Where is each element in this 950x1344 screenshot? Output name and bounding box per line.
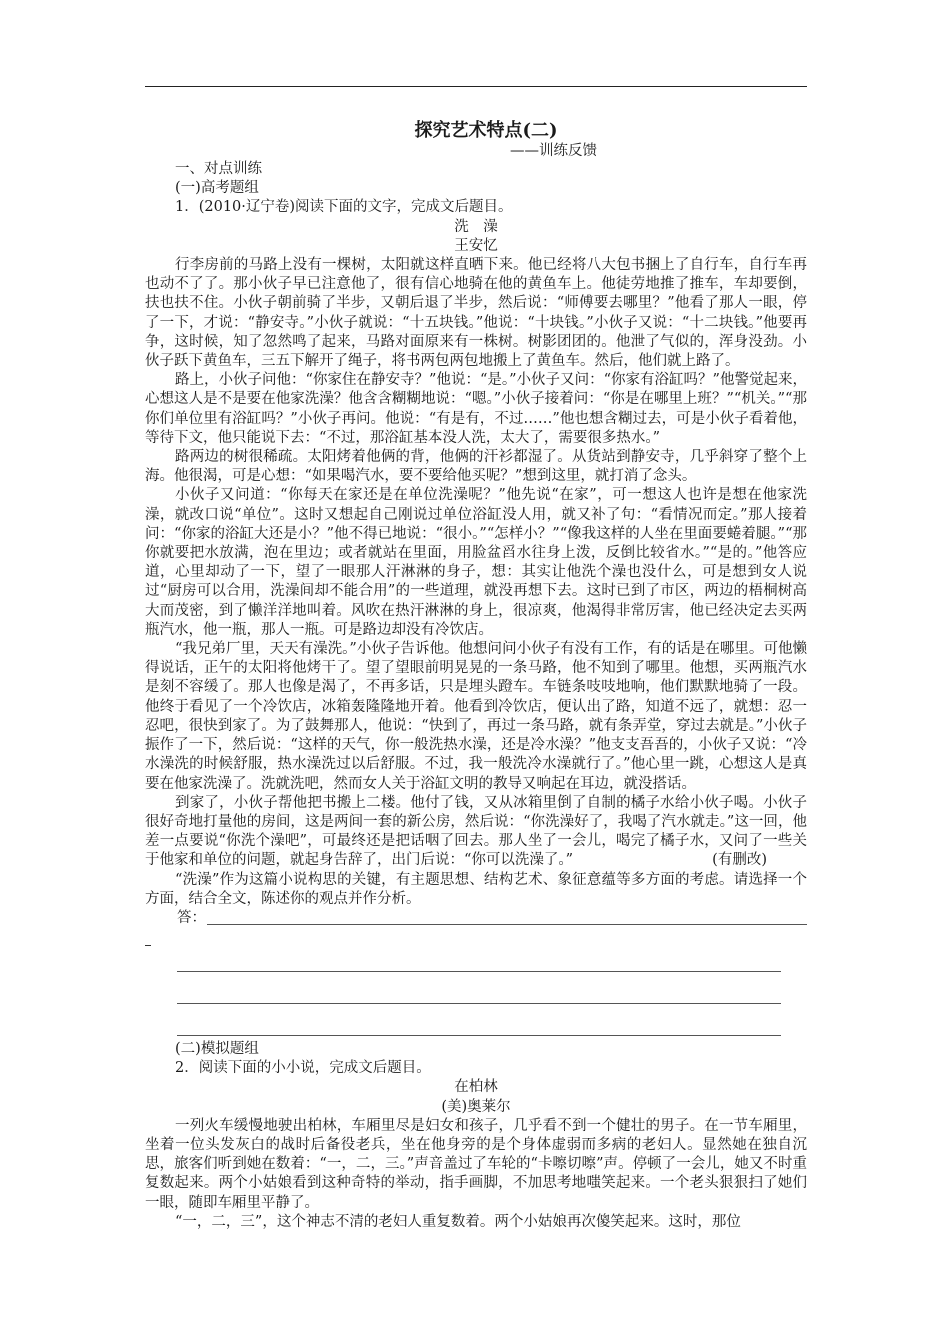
- answer-area[interactable]: [145, 909, 807, 929]
- question-1-prompt: 1．(2010·辽宁卷)阅读下面的文字，完成文后题目。: [175, 199, 513, 216]
- story-author-berlin: (美)奥莱尔: [441, 1098, 511, 1115]
- group-heading-moni: (二)模拟题组: [175, 1040, 259, 1057]
- section-heading: 一、对点训练: [175, 161, 262, 177]
- document-page: [145, 120, 807, 1232]
- story-paragraph: 一列火车缓慢地驶出柏林，车厢里尽是妇女和孩子，几乎看不到一个健壮的男子。在一节车厢里，坐着一位头发灰白的战时后备役老兵，坐在他身旁的是个身体虚弱而多病的老妇人。显然她在独自沉思，旅客们听到她在数着：“一，二，三。”声音盖过了车轮的“卡嚓切嚓”声。停顿了一会儿，她又不时重复数起来。两个小姑娘看到这种奇特的举动，指手画脚，不加思考地嗤笑起来。一个老头狠狠扫了她们一眼，随即车厢里平静了。: [145, 1117, 807, 1211]
- story-paragraph: “我兄弟厂里，天天有澡洗。”小伙子告诉他。他想问问小伙子有没有工作，有的话是在哪里。可他懒得说话，正午的太阳将他烤干了。望了望眼前明晃晃的一条马路，他不知到了哪里。他想，买两瓶汽水是刻不容缓了。那人也像是渴了，不再多话，只是埋头蹬车。车链条吱吱地响，他们默默地骑了一段。他终于看见了一个冷饮店，冰箱轰隆隆地开着。他看到冷饮店，便认出了路，知道不远了，就想：忍一忍吧，很快到家了。为了鼓舞那人，他说：“快到了，再过一条马路，就有条弄堂，穿过去就是。”小伙子振作了一下，然后说：“这样的天气，你一般洗热水澡，还是冷水澡？”他支支吾吾的，小伙子又说：“冷水澡洗的时候舒服，热水澡洗过以后舒服。不过，我一般洗冷水澡就行了。”他心里一跳，心想这人是真要在他家洗澡了。洗就洗吧，然而女人关于浴缸文明的教导又响起在耳边，就没搭话。: [145, 641, 807, 792]
- story-title-berlin: 在柏林: [454, 1079, 498, 1096]
- dash-mark: [145, 945, 151, 946]
- story-author-xizao: 王安忆: [454, 237, 498, 254]
- header-rule: [145, 86, 807, 87]
- story-paragraph: 行李房前的马路上没有一棵树，太阳就这样直晒下来。他已经将八大包书捆上了自行车，自行车再也动不了了。那小伙子早已注意他了，很有信心地骑在他的黄鱼车上。他徒劳地推了推车，车却要倒，扶也扶不住。小伙子朝前骑了半步，又朝后退了半步，然后说：“师傅要去哪里？”他看了那人一眼，停了一下，才说：“静安寺。”小伙子就说：“十五块钱。”他说：“十块钱。”小伙子又说：“十二块钱。”他要再争，这时候，知了忽然鸣了起来，马路对面原来有一株树。树影团团的。他泄了气似的，浑身没劲。小伙子跃下黄鱼车，三五下解开了绳子，将书两包两包地搬上了黄鱼车。然后，他们就上路了。: [145, 257, 807, 370]
- story-paragraph: “一，二，三”，这个神志不清的老妇人重复数着。两个小姑娘再次傻笑起来。这时，那位: [175, 1213, 741, 1230]
- story-paragraph: 路上，小伙子问他：“你家住在静安寺？”他说：“是。”小伙子又问：“你家有浴缸吗？”他警觉起来，心想这人是不是要在他家洗澡？他含含糊糊地说：“嗯。”小伙子接着问：“你是在哪里上班？”“机关。”“那你们单位里有浴缸吗？”小伙子再问。他说：“有是有，不过……”他也想含糊过去，可是小伙子看着他，等待下文，他只能说下去：“不过，那浴缸基本没人洗，太大了，需要很多热水。”: [145, 372, 807, 446]
- question-1-text: “洗澡”作为这篇小说构思的关键，有主题思想、结构艺术、象征意蕴等多方面的考虑。请选择一个方面，结合全文，陈述你的观点并作分析。: [145, 871, 807, 907]
- question-2-prompt: 2．阅读下面的小小说，完成文后题目。: [175, 1060, 431, 1077]
- page-title: 探究艺术特点(二): [414, 120, 558, 141]
- group-heading-gaokao: (一)高考题组: [175, 180, 259, 197]
- story-title-xizao: 洗 澡: [454, 218, 498, 235]
- answer-label: 答：: [177, 909, 206, 926]
- edited-note: (有删改): [712, 852, 767, 869]
- answer-line[interactable]: [207, 924, 807, 925]
- page-subtitle: ——训练反馈: [510, 143, 597, 159]
- answer-line-spacer: [145, 929, 807, 971]
- story-paragraph: 路两边的树很稀疏。太阳烤着他俩的背，他俩的汗衫都湿了。从货站到静安寺，几乎斜穿了整个上海。他很渴，可是心想：“如果喝汽水，要不要给他买呢？”想到这里，就打消了念头。: [145, 449, 807, 485]
- story-paragraph-text: 到家了，小伙子帮他把书搬上二楼。他付了钱，又从冰箱里倒了自制的橘子水给小伙子喝。小伙子很好奇地打量他的房间，这是两间一套的新公房，然后说：“你洗澡好了，我喝了汽水就走。”这一回，他差一点要说“你洗个澡吧”，可最终还是把话咽了回去。那人坐了一会儿，喝完了橘子水，又问了一些关于他家和单位的问题，就起身告辞了，出门后说：“你可以洗澡了。”: [145, 794, 807, 869]
- story-paragraph-last: [145, 794, 807, 871]
- story-paragraph: 小伙子又问道：“你每天在家还是在单位洗澡呢？”他先说“在家”，可一想这人也许是想在他家洗澡，就改口说“单位”。这时又想起自己刚说过单位浴缸没人用，就又补了句：“看情况而定。”那人接着问：“你家的浴缸大还是小？”他不得已地说：“很小。”“怎样小？”“像我这样的人坐在里面要蜷着腿。”“那你就要把水放满，泡在里边；或者就站在里面，用脸盆舀水往身上泼，反倒比较省水。”“是的。”他答应道，心里却动了一下，望了一眼那人汗淋淋的身子，想：其实让他洗个澡也没什么，可是想到女人说过“厨房可以合用，洗澡间却不能合用”的一些道理，就没再想下去。这时已到了市区，两边的梧桐树高大而茂密，到了懒洋洋地叫着。风吹在热汗淋淋的身上，很凉爽，他渴得非常厉害，他已经决定去买两瓶汽水，他一瓶，那人一瓶。可是路边却没有冷饮店。: [145, 487, 807, 638]
